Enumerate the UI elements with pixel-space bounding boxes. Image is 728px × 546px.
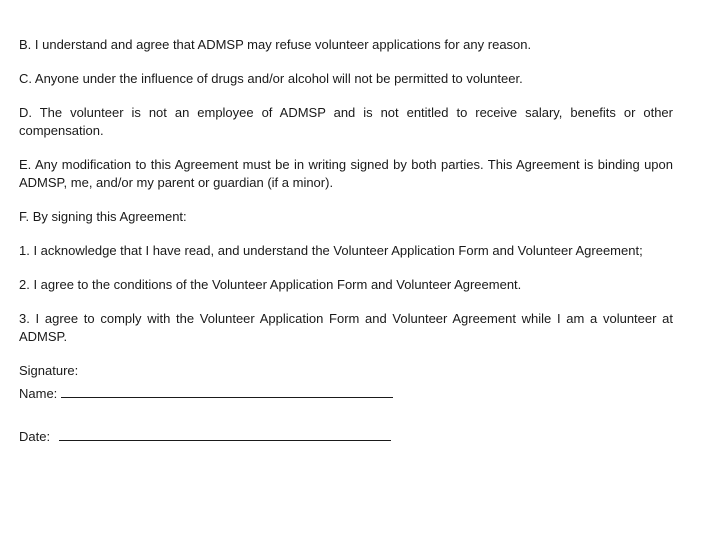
clause-c: C. Anyone under the influence of drugs and/or alcohol will not be permitted to volunteer. [19,71,523,86]
clause-d: D. The volunteer is not an employee of ADMSP and is not entitled to receive salary, benefits or other compensation. [19,105,673,138]
signature-block [19,362,673,446]
name-label: Name: [19,386,58,401]
agreement-document [19,36,673,446]
date-row [19,427,673,446]
name-signature-line[interactable] [61,384,393,398]
date-label: Date: [19,429,51,444]
name-row [19,384,673,403]
clause-f-3: 3. I agree to comply with the Volunteer Application Form and Volunteer Agreement while I am a volunteer at ADMSP. [19,311,673,344]
clause-b: B. I understand and agree that ADMSP may refuse volunteer applications for any reason. [19,37,532,52]
date-signature-line[interactable] [59,427,391,441]
clause-f: F. By signing this Agreement: [19,209,187,224]
clause-e: E. Any modification to this Agreement must be in writing signed by both parties. This Agreement is binding upon ADMSP, me, and/or my parent or guardian (if a minor). [19,157,673,190]
clause-f-1: 1. I acknowledge that I have read, and understand the Volunteer Application Form and Volunteer Agreement; [19,243,643,258]
signature-heading: Signature: [19,363,79,378]
clause-f-2: 2. I agree to the conditions of the Volunteer Application Form and Volunteer Agreement. [19,277,522,292]
